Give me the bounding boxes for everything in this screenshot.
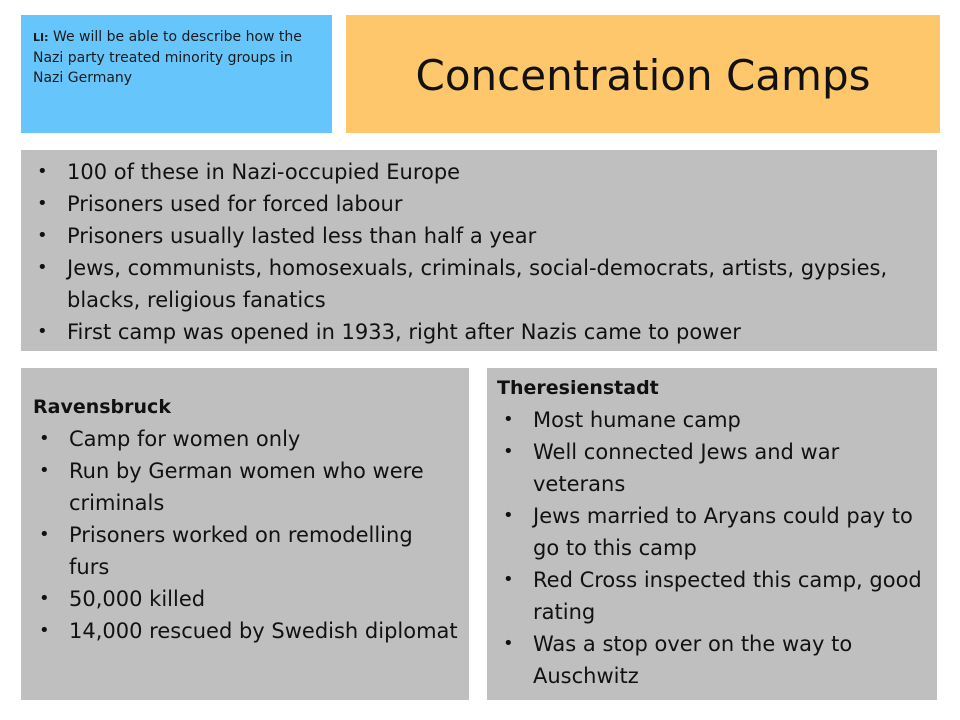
list-item: • Prisoners worked on remodelling furs [33, 519, 459, 583]
ravensbruck-panel [21, 368, 469, 700]
list-item: • Jews, communists, homosexuals, criminals, social-democrats, artists, gypsies, blacks, religious fanatics [31, 252, 927, 316]
list-item: • Run by German women who were criminals [33, 455, 459, 519]
list-item: • 14,000 rescued by Swedish diplomat [33, 615, 459, 647]
ravensbruck-heading: Ravensbruck [33, 396, 171, 418]
list-item: • Was a stop over on the way to Auschwitz [497, 628, 931, 692]
learning-intention-text: We will be able to describe how the Nazi party treated minority groups in Nazi Germany [33, 29, 302, 86]
theresienstadt-heading: Theresienstadt [497, 377, 659, 399]
list-item: • Most humane camp [497, 404, 931, 436]
facts-list [31, 156, 927, 348]
list-item: • 50,000 killed [33, 583, 459, 615]
theresienstadt-panel [487, 368, 937, 700]
learning-intention-label: LI: [33, 31, 49, 44]
title-box [346, 15, 940, 133]
list-item: • First camp was opened in 1933, right after Nazis came to power [31, 316, 927, 348]
list-item: • Prisoners usually lasted less than half a year [31, 220, 927, 252]
list-item: • Red Cross inspected this camp, good rating [497, 564, 931, 628]
ravensbruck-list [33, 423, 459, 647]
list-item: • Prisoners used for forced labour [31, 188, 927, 220]
page-title: Concentration Camps [415, 50, 871, 100]
learning-intention-box [21, 15, 332, 133]
list-item: • Well connected Jews and war veterans [497, 436, 931, 500]
list-item: • 100 of these in Nazi-occupied Europe [31, 156, 927, 188]
facts-panel [21, 150, 937, 351]
list-item: • Camp for women only [33, 423, 459, 455]
theresienstadt-list [497, 404, 931, 692]
list-item: • Jews married to Aryans could pay to go to this camp [497, 500, 931, 564]
